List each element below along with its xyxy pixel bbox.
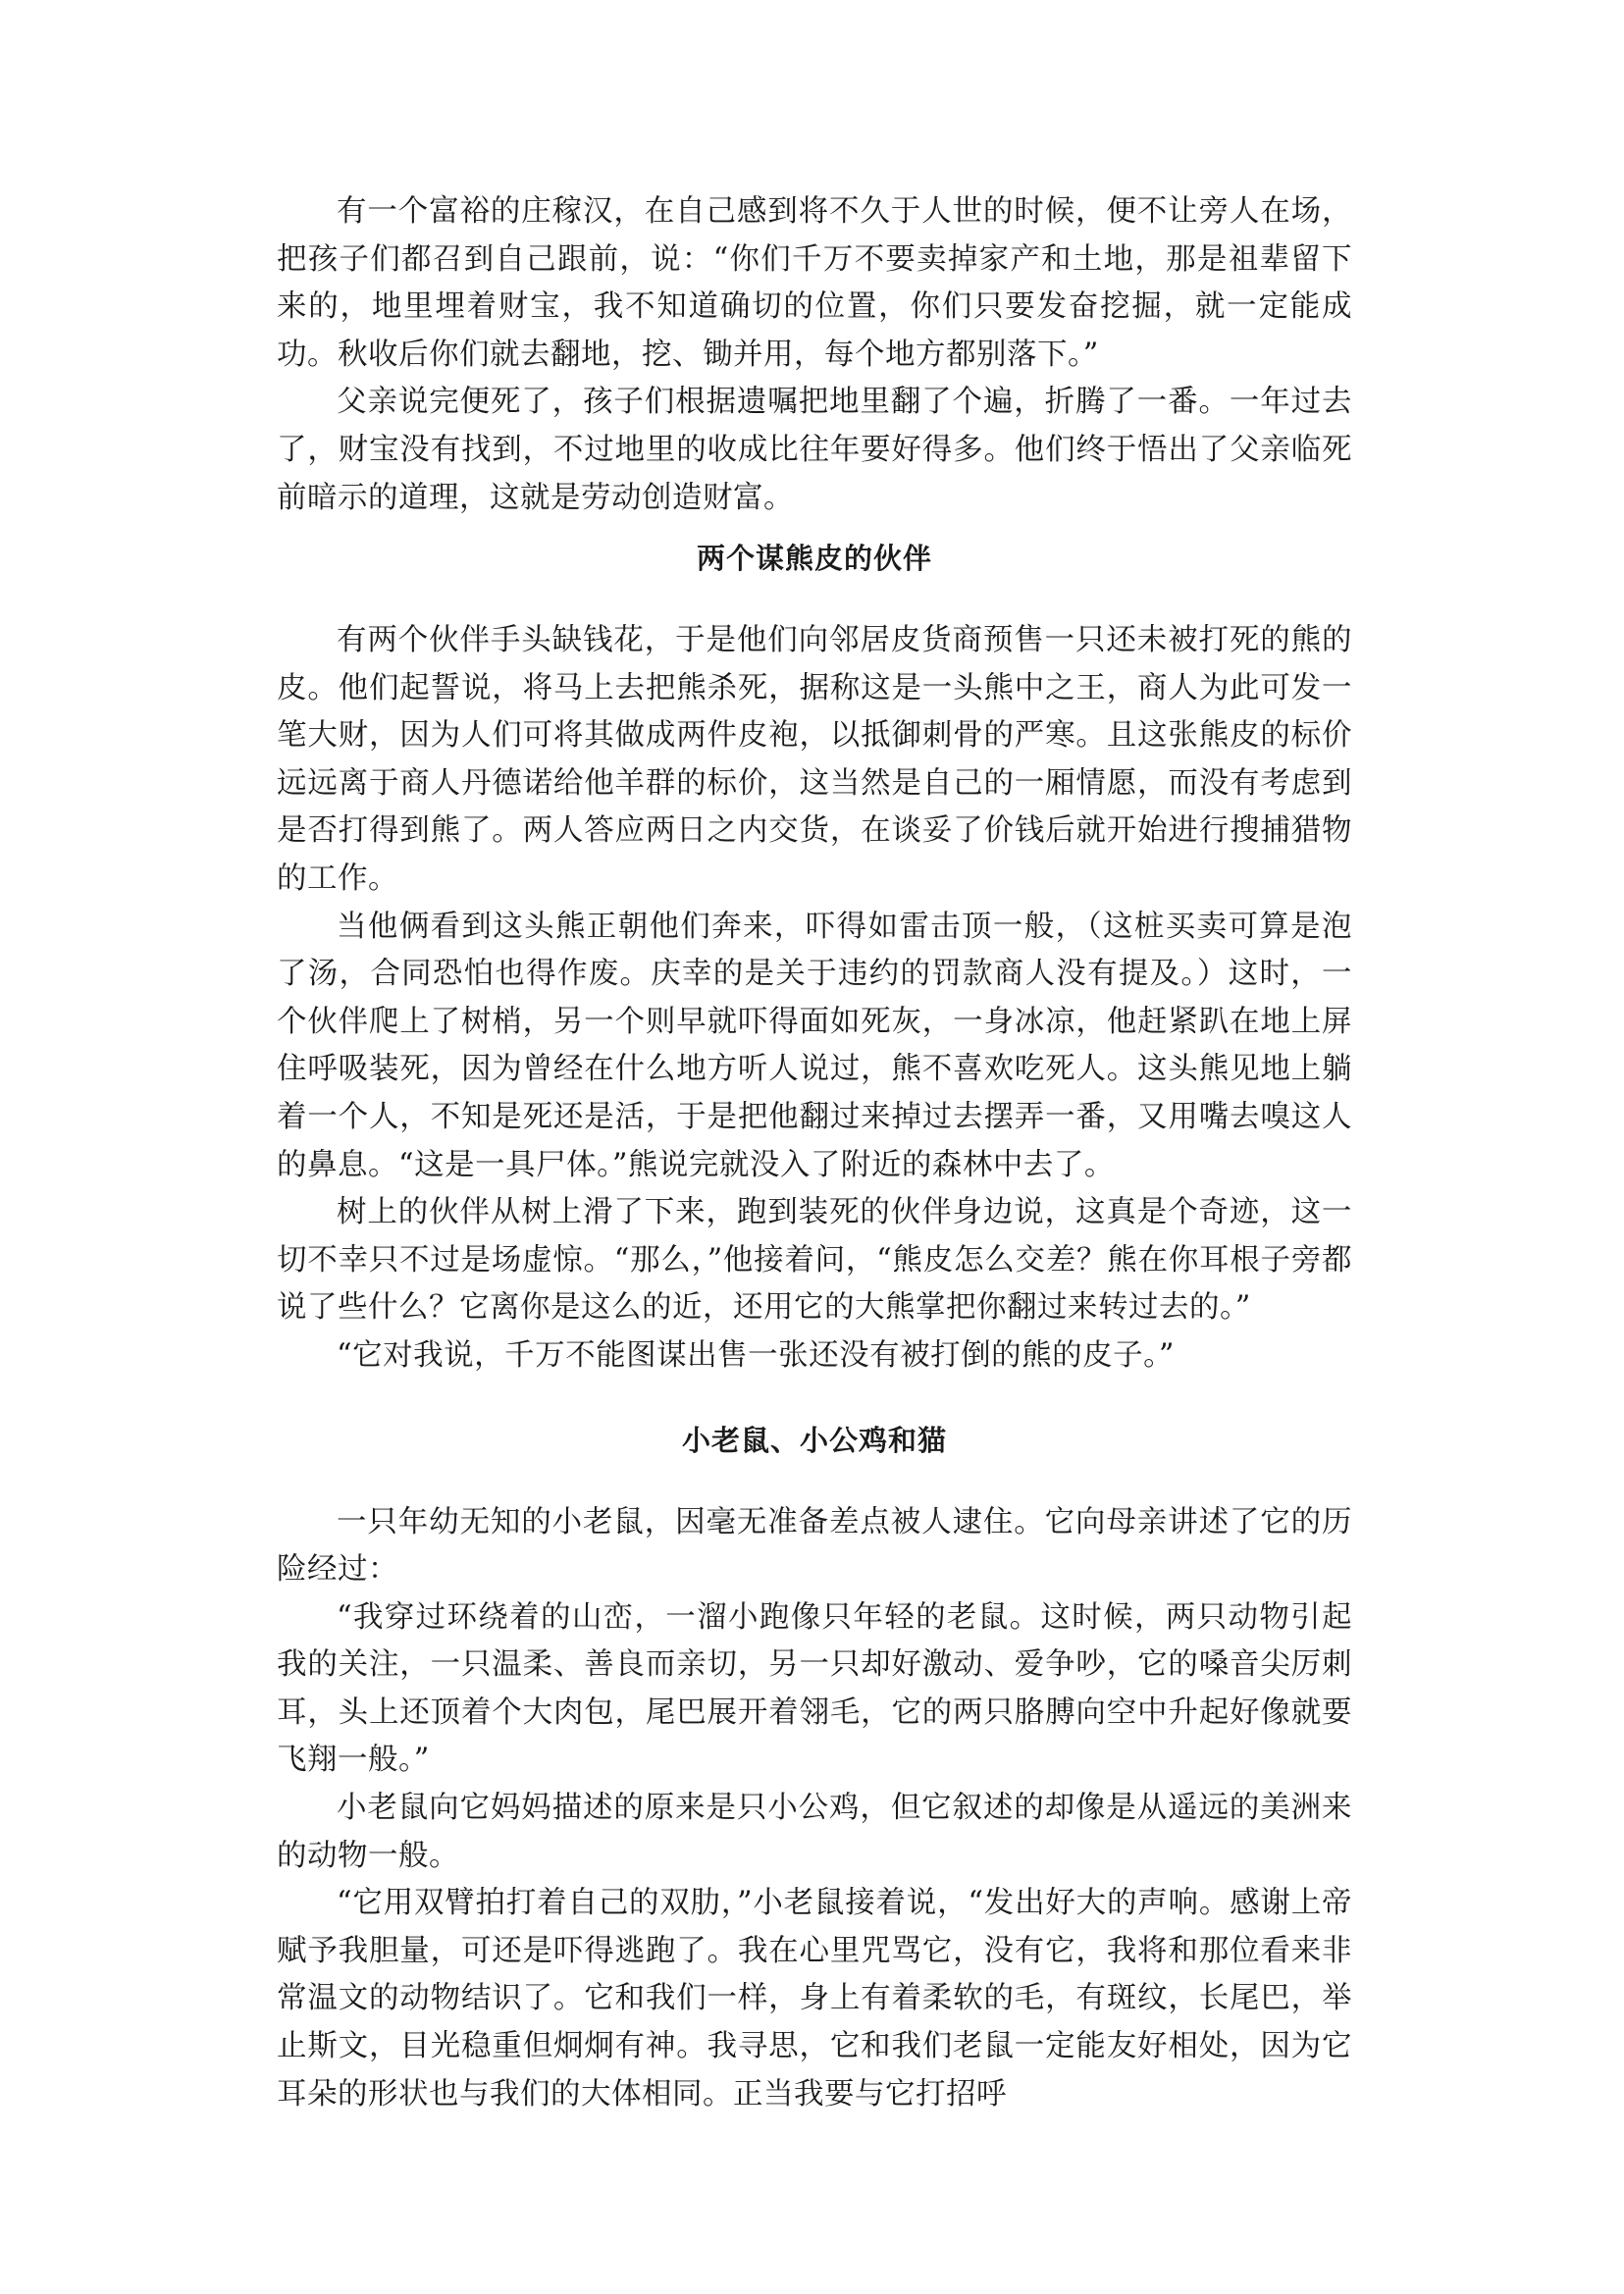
paragraph: 树上的伙伴从树上滑了下来，跑到装死的伙伴身边说，这真是个奇迹，这一切不幸只不过是场虚惊。“那么，”他接着问，“熊皮怎么交差？熊在你耳根子旁都说了些什么？它离你是这么的近，还用它的大熊掌把你翻过来转过去的。”	[277, 1195, 1352, 1326]
paragraph: 当他俩看到这头熊正朝他们奔来，吓得如雷击顶一般，（这桩买卖可算是泡了汤，合同恐怕也得作废。庆幸的是关于违约的罚款商人没有提及。）这时，一个伙伴爬上了树梢，另一个则早就吓得面如死灰，一身冰凉，他赶紧趴在地上屏住呼吸装死，因为曾经在什么地方听人说过，熊不喜欢吃死人。这头熊见地上躺着一个人，不知是死还是活，于是把他翻过来掉过去摆弄一番，又用嘴去嗅这人的鼻息。“这是一具尸体。”熊说完就没入了附近的森林中去了。	[277, 909, 1352, 1182]
story-title: 两个谋熊皮的伙伴	[696, 542, 932, 575]
paragraph: 有两个伙伴手头缺钱花，于是他们向邻居皮货商预售一只还未被打死的熊的皮。他们起誓说，将马上去把熊杀死，据称这是一头熊中之王，商人为此可发一笔大财，因为人们可将其做成两件皮袍，以抵御刺骨的严寒。且这张熊皮的标价远远离于商人丹德诺给他羊群的标价，这当然是自己的一厢情愿，而没有考虑到是否打得到熊了。两人答应两日之内交货，在谈妥了价钱后就开始进行搜捕猎物的工作。	[277, 623, 1352, 896]
story-farmer-section	[277, 188, 1352, 524]
story-title: 小老鼠、小公鸡和猫	[681, 1423, 947, 1457]
paragraph: “我穿过环绕着的山峦，一溜小跑像只年轻的老鼠。这时候，两只动物引起我的关注，一只温柔、善良而亲切，另一只却好激动、爱争吵，它的嗓音尖厉刺耳，头上还顶着个大肉包，尾巴展开着翎毛，它的两只胳膊向空中升起好像就要飞翔一般。”	[277, 1599, 1352, 1778]
paragraph: “它对我说，千万不能图谋出售一张还没有被打倒的熊的皮子。”	[337, 1337, 1175, 1373]
paragraph: “它用双臂拍打着自己的双肋，”小老鼠接着说，“发出好大的声响。感谢上帝赋予我胆量，可还是吓得逃跑了。我在心里咒骂它，没有它，我将和那位看来非常温文的动物结识了。它和我们一样，身上有着柔软的毛，有斑纹，长尾巴，举止斯文，目光稳重但炯炯有神。我寻思，它和我们老鼠一定能友好相处，因为它耳朵的形状也与我们的大体相同。正当我要与它打招呼	[277, 1886, 1352, 2112]
paragraph: 小老鼠向它妈妈描述的原来是只小公鸡，但它叙述的却像是从遥远的美洲来的动物一般。	[277, 1791, 1352, 1873]
story-bear-skin-section	[277, 617, 1352, 1381]
paragraph: 父亲说完便死了，孩子们根据遗嘱把地里翻了个遍，折腾了一番。一年过去了，财宝没有找到，不过地里的收成比往年要好得多。他们终于悟出了父亲临死前暗示的道理，这就是劳动创造财富。	[277, 385, 1352, 515]
paragraph: 一只年幼无知的小老鼠，因毫无准备差点被人逮住。它向母亲讲述了它的历险经过：	[277, 1504, 1352, 1588]
document-page	[277, 188, 1352, 2118]
story-mouse-section	[277, 1499, 1352, 2119]
paragraph: 有一个富裕的庄稼汉，在自己感到将不久于人世的时候，便不让旁人在场，把孩子们都召到自己跟前，说：“你们千万不要卖掉家产和土地，那是祖辈留下来的，地里埋着财宝，我不知道确切的位置，你们只要发奋挖掘，就一定能成功。秋收后你们就去翻地，挖、锄并用，每个地方都别落下。”	[277, 194, 1352, 372]
